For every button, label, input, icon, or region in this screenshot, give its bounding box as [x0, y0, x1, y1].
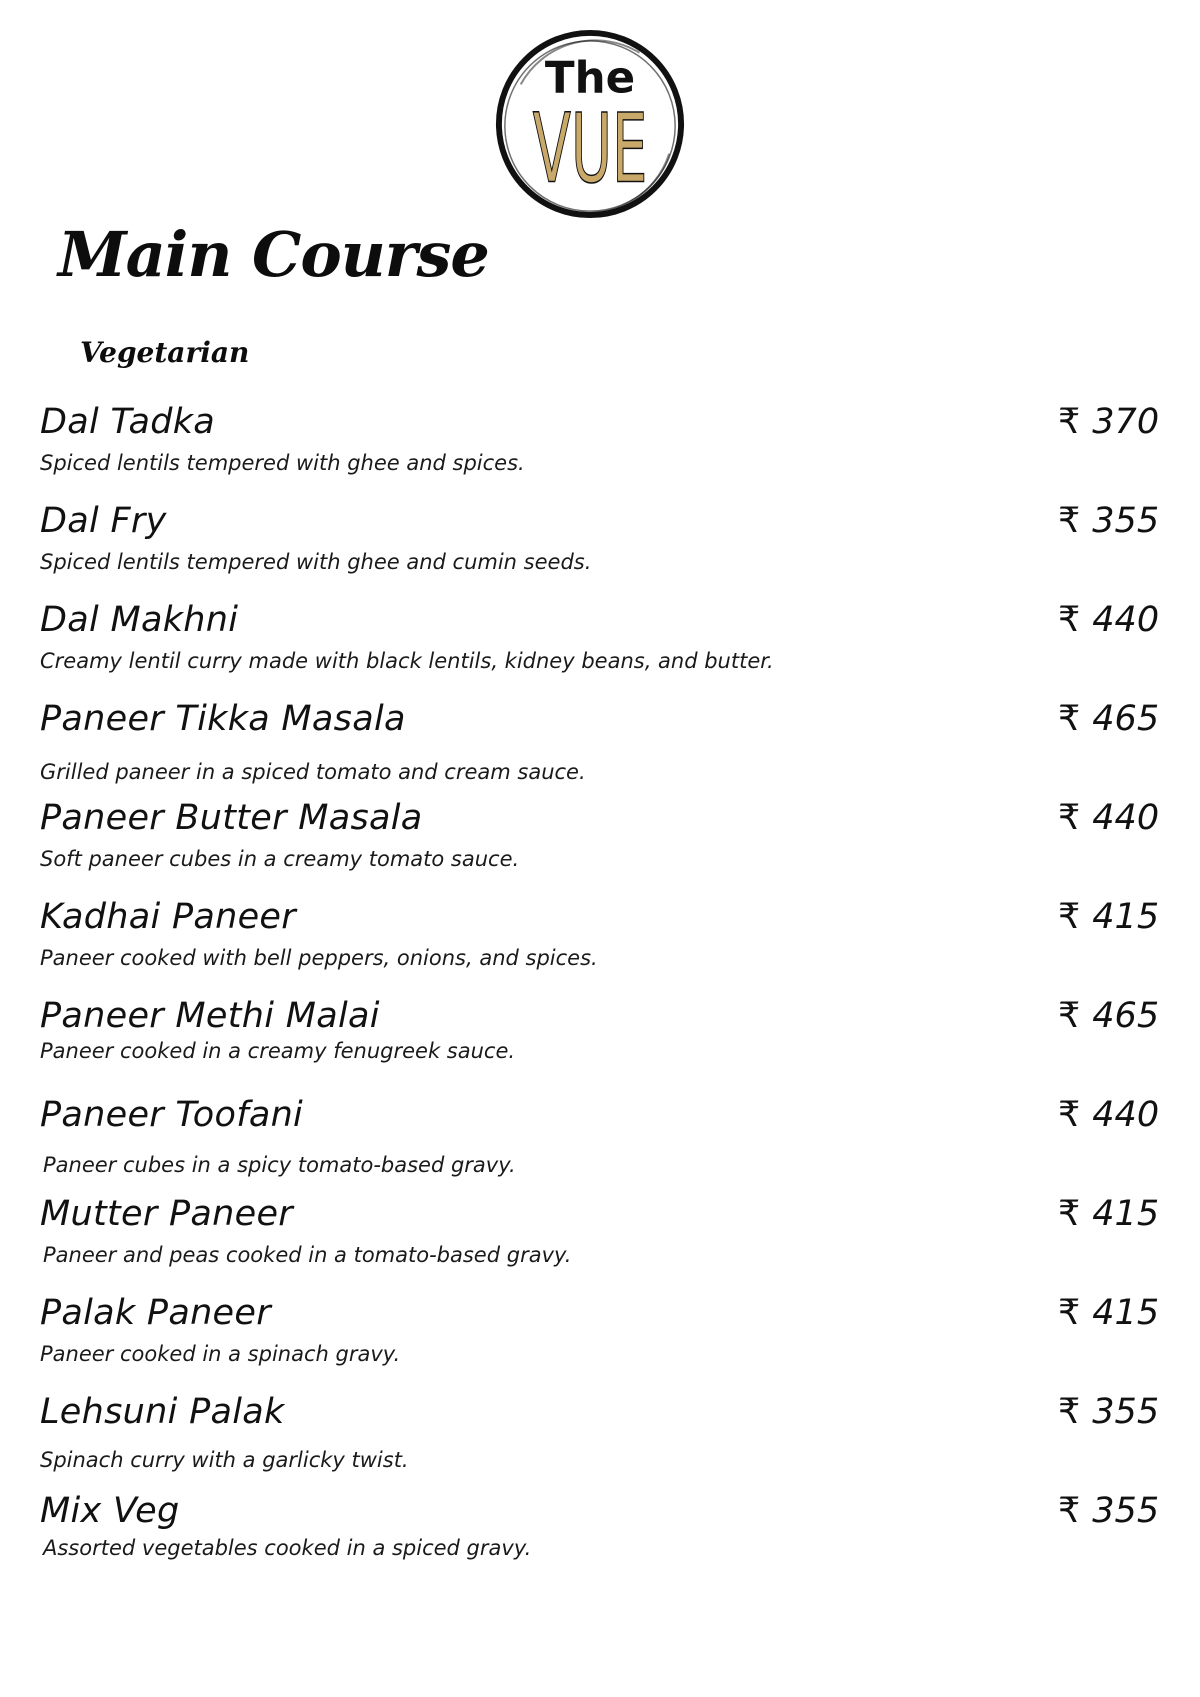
- rupee-icon: ₹: [1058, 699, 1081, 739]
- item-description: Soft paneer cubes in a creamy tomato sauce.: [40, 847, 520, 871]
- menu-item: [40, 598, 1170, 688]
- menu-item: [40, 796, 1170, 886]
- item-price: [1058, 598, 1159, 642]
- menu-item: [40, 1489, 1170, 1579]
- price-value: 440: [1092, 600, 1160, 640]
- menu-item: [40, 1390, 1170, 1480]
- menu-item: [40, 1093, 1170, 1183]
- item-name: Dal Makhni: [40, 600, 239, 640]
- rupee-icon: ₹: [1058, 402, 1081, 442]
- item-description: Paneer cooked in a creamy fenugreek sauce.: [40, 1039, 516, 1063]
- rupee-icon: ₹: [1058, 1392, 1081, 1432]
- item-name: Mix Veg: [40, 1491, 180, 1531]
- menu-item: [40, 499, 1170, 589]
- item-description: Paneer and peas cooked in a tomato-based gravy.: [43, 1243, 572, 1267]
- rupee-icon: ₹: [1058, 600, 1081, 640]
- item-description: Paneer cooked with bell peppers, onions, and spices.: [40, 946, 598, 970]
- item-description: Spiced lentils tempered with ghee and cumin seeds.: [40, 550, 592, 574]
- price-value: 355: [1092, 1392, 1160, 1432]
- menu-item: [40, 895, 1170, 985]
- item-description: Spiced lentils tempered with ghee and spices.: [40, 451, 525, 475]
- price-value: 465: [1092, 996, 1160, 1036]
- item-price: [1058, 400, 1159, 444]
- menu-item: [40, 1291, 1170, 1381]
- item-description: Grilled paneer in a spiced tomato and cream sauce.: [40, 760, 586, 784]
- section-title: Main Course: [58, 218, 489, 291]
- item-name: Paneer Butter Masala: [40, 798, 423, 838]
- the-vue-logo: [491, 25, 689, 223]
- item-price: [1058, 895, 1159, 939]
- item-description: Assorted vegetables cooked in a spiced gravy.: [43, 1536, 532, 1560]
- rupee-icon: ₹: [1058, 1095, 1081, 1135]
- price-value: 355: [1092, 1491, 1160, 1531]
- rupee-icon: ₹: [1058, 897, 1081, 937]
- item-name: Paneer Toofani: [40, 1095, 304, 1135]
- item-description: Creamy lentil curry made with black lentils, kidney beans, and butter.: [40, 649, 774, 673]
- item-price: [1058, 499, 1159, 543]
- item-price: [1058, 697, 1159, 741]
- price-value: 440: [1092, 798, 1160, 838]
- item-description: Spinach curry with a garlicky twist.: [40, 1448, 409, 1472]
- item-price: [1058, 1192, 1159, 1236]
- item-name: Dal Fry: [40, 501, 167, 541]
- menu-item: [40, 400, 1170, 490]
- price-value: 415: [1092, 1194, 1160, 1234]
- rupee-icon: ₹: [1058, 501, 1081, 541]
- item-name: Palak Paneer: [40, 1293, 271, 1333]
- price-value: 465: [1092, 699, 1160, 739]
- item-price: [1058, 1093, 1159, 1137]
- item-name: Lehsuni Palak: [40, 1392, 285, 1432]
- price-value: 355: [1092, 501, 1160, 541]
- rupee-icon: ₹: [1058, 1194, 1081, 1234]
- price-value: 415: [1092, 1293, 1160, 1333]
- menu-item: [40, 697, 1170, 787]
- menu-item: [40, 1192, 1170, 1282]
- item-price: [1058, 1390, 1159, 1434]
- rupee-icon: ₹: [1058, 996, 1081, 1036]
- item-description: Paneer cooked in a spinach gravy.: [40, 1342, 401, 1366]
- item-name: Paneer Tikka Masala: [40, 699, 406, 739]
- item-description: Paneer cubes in a spicy tomato-based gravy.: [43, 1153, 516, 1177]
- item-name: Mutter Paneer: [40, 1194, 293, 1234]
- menu-item: [40, 994, 1170, 1084]
- item-name: Dal Tadka: [40, 402, 216, 442]
- price-value: 415: [1092, 897, 1160, 937]
- rupee-icon: ₹: [1058, 798, 1081, 838]
- item-name: Kadhai Paneer: [40, 897, 296, 937]
- price-value: 370: [1092, 402, 1160, 442]
- item-price: [1058, 796, 1159, 840]
- logo-text-top: The: [544, 53, 636, 104]
- price-value: 440: [1092, 1095, 1160, 1135]
- subsection-title: Vegetarian: [80, 336, 250, 369]
- logo-emblem: [491, 25, 689, 223]
- item-price: [1058, 1291, 1159, 1335]
- logo-text-bottom: VUE: [532, 94, 648, 205]
- rupee-icon: ₹: [1058, 1293, 1081, 1333]
- item-price: [1058, 994, 1159, 1038]
- rupee-icon: ₹: [1058, 1491, 1081, 1531]
- item-name: Paneer Methi Malai: [40, 996, 380, 1036]
- item-price: [1058, 1489, 1159, 1533]
